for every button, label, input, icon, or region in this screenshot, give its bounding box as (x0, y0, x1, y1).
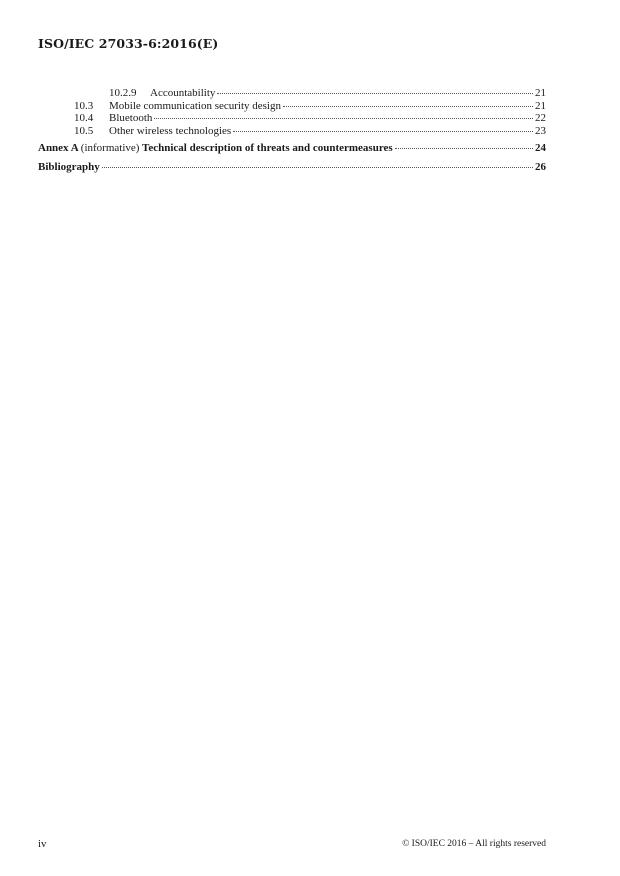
toc-entry-title: Bluetooth (109, 112, 153, 125)
dot-leader (154, 118, 533, 119)
toc-entry-page: 22 (535, 112, 546, 125)
dot-leader (102, 167, 533, 168)
toc-entry-page: 23 (535, 124, 546, 137)
toc-entry-title: Bibliography (38, 161, 100, 174)
toc-entry-page: 24 (535, 142, 546, 155)
toc-entry-number: 10.2.9 (109, 87, 137, 99)
toc-entry-title: Other wireless technologies (109, 124, 232, 137)
toc-entry-number: 10.4 (74, 112, 94, 125)
toc-entry-page: 21 (535, 87, 546, 99)
toc-entry-page: 26 (535, 161, 546, 174)
toc-entry-10-4[interactable] (38, 112, 546, 125)
copyright-notice: © ISO/IEC 2016 – All rights reserved (402, 839, 546, 849)
toc-entry-10-5[interactable] (38, 125, 546, 138)
toc-entry-number: 10.3 (74, 99, 94, 112)
annex-label: Annex A (38, 142, 79, 155)
dot-leader (283, 106, 533, 107)
toc-entry-10-2-9[interactable] (38, 87, 546, 100)
toc-entry-annex-a[interactable] (38, 141, 546, 155)
dot-leader (217, 93, 533, 94)
page-number: iv (38, 838, 47, 850)
toc-annex-title-group (38, 141, 393, 155)
toc-entry-bibliography[interactable] (38, 160, 546, 174)
toc-entry-page: 21 (535, 99, 546, 112)
annex-qualifier: (informative) (80, 142, 140, 155)
table-of-contents (38, 87, 546, 174)
document-identifier: ISO/IEC 27033-6:2016(E) (38, 36, 219, 51)
toc-entry-title: Mobile communication security design (109, 99, 281, 112)
toc-entry-10-3[interactable] (38, 100, 546, 113)
toc-entry-number: 10.5 (74, 124, 94, 137)
dot-leader (233, 131, 533, 132)
annex-title: Technical description of threats and countermeasures (142, 142, 393, 155)
dot-leader (395, 148, 533, 149)
toc-entry-title: Accountability (150, 87, 216, 99)
